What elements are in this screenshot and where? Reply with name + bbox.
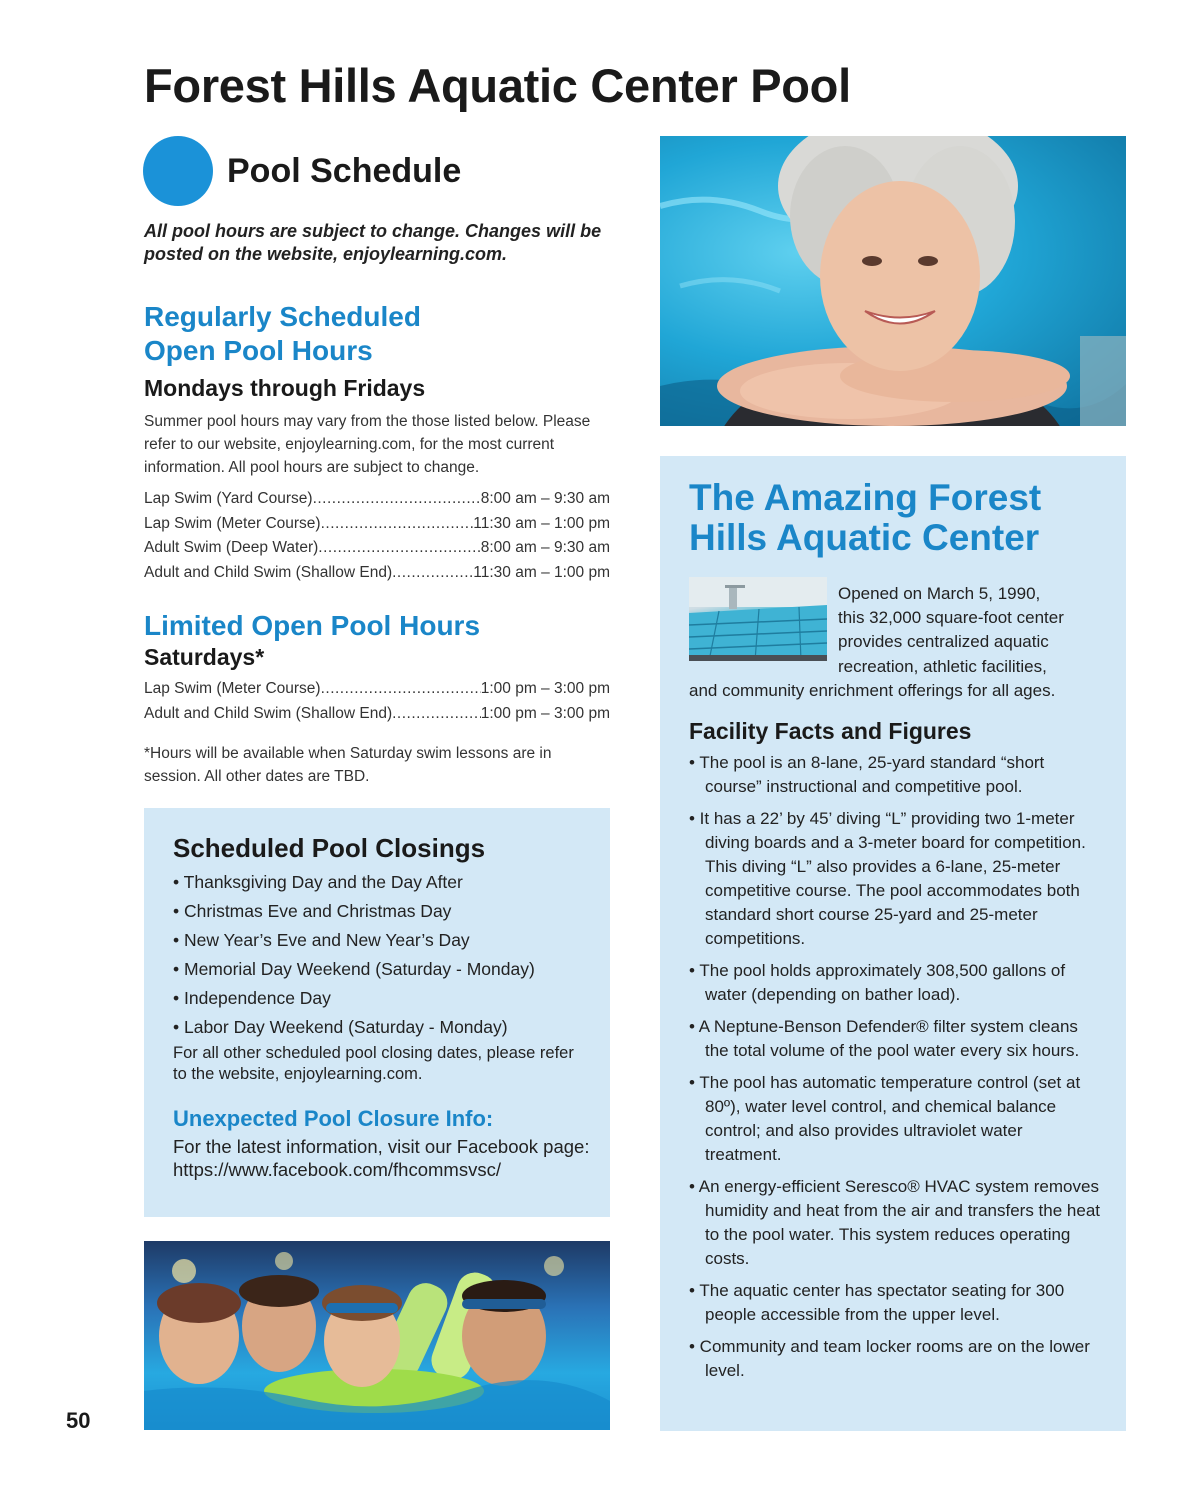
hours-label: Lap Swim (Yard Course) xyxy=(144,490,313,507)
list-item: • The pool is an 8-lane, 25-yard standard “short course” instructional and competitive pool. xyxy=(689,753,1045,797)
page-title: Forest Hills Aquatic Center Pool xyxy=(144,59,851,112)
hours-time: 1:00 pm – 3:00 pm xyxy=(480,680,610,697)
list-item: • The pool has automatic temperature control (set at 80º), water level control, and chemical balance control; and also provides ultraviolet water treatment. xyxy=(689,1073,1081,1165)
list-item: • Thanksgiving Day and the Day After xyxy=(173,872,463,892)
hours-label: Adult and Child Swim (Shallow End) xyxy=(144,704,393,722)
hours-label: Lap Swim (Meter Course) xyxy=(144,514,321,532)
hours-time: 1:00 pm – 3:00 pm xyxy=(480,704,610,722)
hours-row xyxy=(144,487,610,512)
regular-days: Mondays through Fridays xyxy=(144,375,426,401)
hours-time: 8:00 am – 9:30 am xyxy=(480,490,610,507)
center-heading-line1: The Amazing Forest xyxy=(689,477,1042,518)
list-item: • Independence Day xyxy=(173,988,331,1008)
list-item: • Christmas Eve and Christmas Day xyxy=(173,901,452,921)
intro-line: Opened on March 5, 1990, xyxy=(838,584,1041,603)
family-swim-photo xyxy=(144,1241,610,1430)
senior-swimmer-photo xyxy=(660,136,1126,426)
list-item: • A Neptune-Benson Defender® filter system cleans the total volume of the pool water every six hours. xyxy=(689,1017,1080,1061)
schedule-note: All pool hours are subject to change. Changes will be posted on the website, enjoylearning.com. xyxy=(144,221,602,264)
closings-heading: Scheduled Pool Closings xyxy=(173,833,486,863)
list-item: • Labor Day Weekend (Saturday - Monday) xyxy=(173,1017,508,1037)
indoor-pool-photo xyxy=(689,577,827,661)
limited-hours-list xyxy=(144,677,610,726)
intro-line: this 32,000 square-foot center xyxy=(838,608,1064,628)
schedule-header xyxy=(143,130,610,212)
schedule-heading: Pool Schedule xyxy=(227,151,462,190)
closings-box xyxy=(144,808,610,1217)
schedule-column xyxy=(144,130,610,788)
limited-footnote: *Hours will be available when Saturday swim lessons are in session. All other dates are TBD. xyxy=(144,745,552,785)
hours-row xyxy=(144,702,610,727)
list-item: • Community and team locker rooms are on the lower level. xyxy=(689,1337,1090,1381)
center-heading-line2: Hills Aquatic Center xyxy=(689,517,1040,558)
hours-time: 8:00 am – 9:30 am xyxy=(480,539,610,556)
hours-row xyxy=(144,536,610,561)
list-item: • An energy-efficient Seresco® HVAC system removes humidity and heat from the air and transfers the heat to the pool water. This system reduces operating costs. xyxy=(689,1177,1101,1269)
unexpected-text: For the latest information, visit our Facebook page: https://www.facebook.com/fhcommsvsc/ xyxy=(173,1136,590,1180)
regular-heading-line1: Regularly Scheduled xyxy=(144,301,421,332)
list-item: • The aquatic center has spectator seating for 300 people accessible from the upper level. xyxy=(689,1281,1065,1325)
hours-label: Adult and Child Swim (Shallow End) xyxy=(144,563,393,581)
list-item: • New Year’s Eve and New Year’s Day xyxy=(173,930,470,950)
limited-heading: Limited Open Pool Hours xyxy=(144,610,481,641)
facts-list xyxy=(689,751,1100,1383)
page-number: 50 xyxy=(66,1408,91,1433)
hours-row xyxy=(144,512,610,537)
list-item: • It has a 22’ by 45’ diving “L” providing two 1-meter diving boards and a 3-meter board for competition. This diving “L” also provides a 6-lane, 25-meter competitive course. The pool accommodates both standard short course 25-yard and 25-meter competitions. xyxy=(689,809,1086,949)
limited-days: Saturdays* xyxy=(144,644,265,670)
hours-label: Lap Swim (Meter Course) xyxy=(144,680,321,697)
blue-circle-icon xyxy=(143,136,213,206)
regular-description: Summer pool hours may vary from the those listed below. Please refer to our website, enjoylearning.com, for the most current information. All pool hours are subject to change. xyxy=(144,413,591,476)
intro-line: and community enrichment offerings for all ages. xyxy=(689,680,1056,700)
list-item: • The pool holds approximately 308,500 gallons of water (depending on bather load). xyxy=(689,961,1066,1005)
facts-heading: Facility Facts and Figures xyxy=(689,718,972,745)
hours-time: 11:30 am – 1:00 pm xyxy=(473,563,610,581)
hours-label: Adult Swim (Deep Water) xyxy=(144,539,319,556)
hours-row xyxy=(144,677,610,702)
intro-line: provides centralized aquatic xyxy=(838,632,1049,652)
closings-list xyxy=(173,868,590,1042)
hours-time: 11:30 am – 1:00 pm xyxy=(473,514,610,532)
hours-row xyxy=(144,561,610,586)
regular-hours-list xyxy=(144,487,610,585)
intro-line: recreation, athletic facilities, xyxy=(838,656,1047,676)
unexpected-heading: Unexpected Pool Closure Info: xyxy=(173,1106,494,1131)
regular-heading-line2: Open Pool Hours xyxy=(144,335,373,366)
list-item: • Memorial Day Weekend (Saturday - Monday) xyxy=(173,959,535,979)
closings-other: For all other scheduled pool closing dates, please refer to the website, enjoylearning.com. xyxy=(173,1044,574,1083)
